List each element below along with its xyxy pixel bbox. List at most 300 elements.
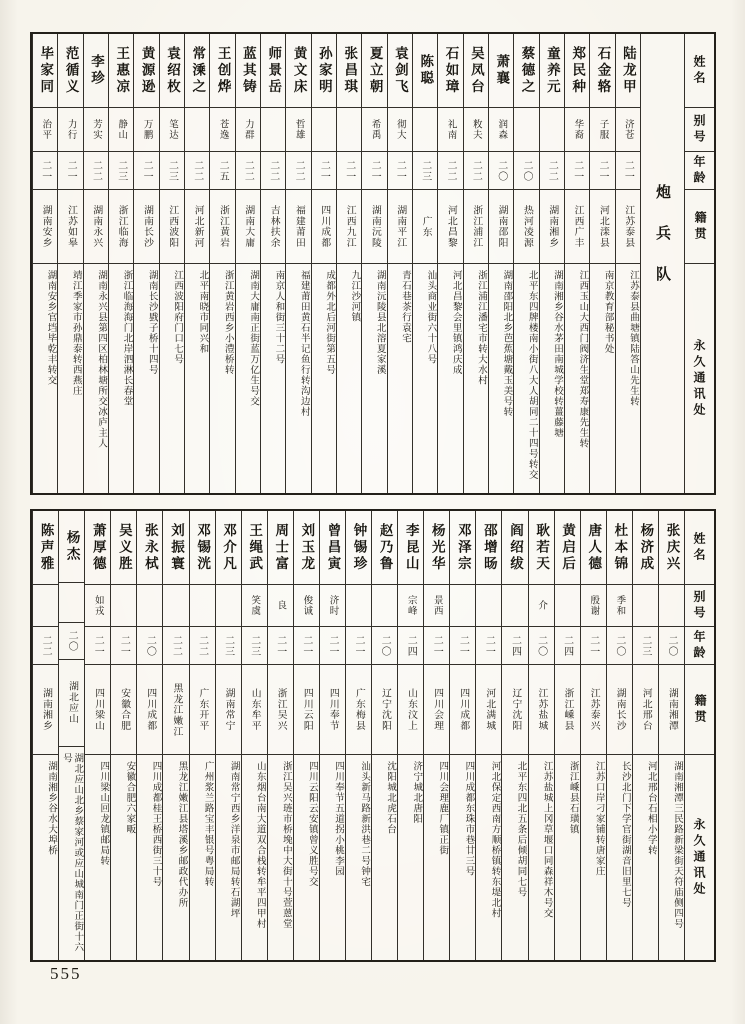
person-column [189, 511, 215, 960]
age-cell: 二〇 [659, 627, 684, 665]
age-cell: 二一 [320, 627, 345, 665]
name-cell: 赵乃鲁 [372, 511, 397, 585]
person-column [32, 511, 58, 960]
native-place-cell: 四川梁山 [85, 665, 110, 755]
name-cell: 蓝其铸 [236, 34, 260, 108]
age-cell: 二一 [388, 152, 412, 190]
unit-column [640, 34, 684, 493]
age-cell: 二二 [84, 152, 108, 190]
address-cell: 湖南常宁西乡洋泉市邮局转石湖坪 [228, 761, 239, 919]
age-cell: 二〇 [489, 152, 513, 190]
alias-cell: 子服 [590, 108, 614, 152]
name-cell: 李昆山 [398, 511, 423, 585]
person-column [311, 34, 336, 493]
age-cell: 二四 [555, 627, 580, 665]
roster-section-top [30, 32, 716, 495]
native-place-cell: 山东牟平 [242, 665, 267, 755]
native-place-cell: 江苏泰县 [616, 190, 640, 264]
age-cell: 二五 [210, 152, 234, 190]
alias-cell: 静山 [109, 108, 133, 152]
name-cell: 钟锡珍 [346, 511, 371, 585]
alias-cell [502, 585, 527, 627]
age-cell: 二〇 [607, 627, 632, 665]
person-column [162, 511, 188, 960]
name-cell: 王创烨 [210, 34, 234, 108]
native-place-cell: 辽宁沈阳 [372, 665, 397, 755]
row-header-column [684, 511, 714, 960]
name-cell: 范循义 [58, 34, 82, 108]
name-cell: 刘玉龙 [294, 511, 319, 585]
person-column [110, 511, 136, 960]
address-cell: 广州浆兰路宝丰银号粤局转 [202, 761, 213, 887]
alias-cell: 礼南 [438, 108, 462, 152]
native-place-cell: 江西九江 [337, 190, 361, 264]
address-cell: 河北邢台石相小学转 [645, 761, 656, 856]
native-place-cell: 浙江浦江 [464, 190, 488, 264]
native-place-cell: 江苏盐城 [529, 665, 554, 755]
age-cell: 二二 [261, 152, 285, 190]
age-cell: 二〇 [372, 627, 397, 665]
native-place-cell: 湖南长沙 [134, 190, 158, 264]
alias-cell: 希禹 [362, 108, 386, 152]
address-cell: 湖南湘潭三民路新梁街天符庙侧四号 [672, 761, 682, 929]
age-cell: 二二 [33, 627, 58, 665]
native-place-cell: 四川成都 [137, 665, 162, 755]
name-cell: 刘振寰 [163, 511, 188, 585]
name-cell: 郑民种 [565, 34, 589, 108]
alias-cell: 笑虞 [242, 585, 267, 627]
person-column [387, 34, 412, 493]
address-cell: 湖南邵阳北乡芭蕉塘戴玉美号转 [501, 270, 512, 417]
alias-cell [659, 585, 684, 627]
native-place-cell: 四川成都 [450, 665, 475, 755]
alias-cell: 如戎 [85, 585, 110, 627]
person-column [336, 34, 361, 493]
address-cell: 四川会理鹿厂镇正街 [437, 761, 448, 856]
name-cell: 吴凤台 [464, 34, 488, 108]
address-cell: 南京教育部秘书处 [602, 270, 613, 354]
row-header-column [684, 34, 714, 493]
roster-table [30, 32, 716, 962]
address-cell: 四川成都东珠市巷廿三号 [463, 761, 474, 877]
age-cell: 二三 [242, 627, 267, 665]
person-column [361, 34, 386, 493]
native-place-cell: 热河凌源 [514, 190, 538, 264]
name-cell: 邵增旸 [476, 511, 501, 585]
name-cell: 唐人德 [581, 511, 606, 585]
address-cell: 北平东四北五条后倾胡同七号 [515, 761, 526, 898]
age-cell: 二一 [85, 627, 110, 665]
address-cell: 江西波阳府门口七号 [172, 270, 183, 365]
native-place-cell: 河北满城 [476, 665, 501, 755]
address-cell: 江苏泰县曲塘镇陆答山先生转 [628, 270, 638, 407]
native-place-cell: 吉林扶余 [261, 190, 285, 264]
name-cell: 杨光华 [424, 511, 449, 585]
alias-cell: 万鹏 [134, 108, 158, 152]
person-column [371, 511, 397, 960]
address-cell: 长沙北门下学官街湖音旧里七号 [619, 761, 630, 908]
native-place-cell: 四川成都 [312, 190, 336, 264]
age-cell: 二二 [163, 627, 188, 665]
age-cell: 二三 [216, 627, 241, 665]
unit-label: 炮兵队 [654, 184, 670, 307]
name-cell: 夏立朝 [362, 34, 386, 108]
name-cell: 孙家明 [312, 34, 336, 108]
native-place-cell: 四川会理 [424, 665, 449, 755]
alias-cell [372, 585, 397, 627]
native-place-cell: 湖南邵阳 [489, 190, 513, 264]
person-column [83, 34, 108, 493]
header-native: 籍贯 [685, 665, 714, 755]
native-place-cell: 江西波阳 [160, 190, 184, 264]
alias-cell: 力行 [58, 108, 82, 152]
name-cell: 邓介凡 [216, 511, 241, 585]
person-column [319, 511, 345, 960]
native-place-cell: 福建莆田 [286, 190, 310, 264]
native-place-cell: 辽宁沈阳 [502, 665, 527, 755]
name-cell: 常溗之 [185, 34, 209, 108]
name-cell: 袁绍枚 [160, 34, 184, 108]
native-place-cell: 浙江嵊县 [555, 665, 580, 755]
name-cell: 邓泽宗 [450, 511, 475, 585]
alias-cell [190, 585, 215, 627]
person-column [108, 34, 133, 493]
address-cell: 山东烟台南大道双合栈转牟平四甲村 [254, 761, 265, 929]
address-cell: 湖南湘乡谷水大埠桥 [46, 761, 57, 856]
age-cell: 二三 [160, 152, 184, 190]
alias-cell [216, 585, 241, 627]
age-cell: 二三 [413, 152, 437, 190]
name-cell: 石如璋 [438, 34, 462, 108]
name-cell: 师景岳 [261, 34, 285, 108]
alias-cell [514, 108, 538, 152]
alias-cell: 殷谢 [581, 585, 606, 627]
header-alias: 别号 [685, 108, 714, 152]
person-column [235, 34, 260, 493]
person-column [397, 511, 423, 960]
person-column [437, 34, 462, 493]
native-place-cell: 湖南湘乡 [33, 665, 58, 755]
age-cell: 二一 [565, 152, 589, 190]
name-cell: 黄启后 [555, 511, 580, 585]
alias-cell: 彻大 [388, 108, 412, 152]
address-cell: 四川云阳云安镇曾义胜号交 [306, 761, 317, 887]
name-cell: 杨济成 [633, 511, 658, 585]
person-column [449, 511, 475, 960]
native-place-cell: 黑龙江嫩江 [163, 665, 188, 755]
person-column [159, 34, 184, 493]
header-native: 籍贯 [685, 190, 714, 264]
age-cell: 二〇 [529, 627, 554, 665]
alias-cell: 华裔 [565, 108, 589, 152]
person-column [215, 511, 241, 960]
person-column [267, 511, 293, 960]
header-alias: 别号 [685, 585, 714, 627]
age-cell: 二二 [464, 152, 488, 190]
age-cell: 二一 [33, 152, 57, 190]
name-cell: 陆龙甲 [616, 34, 640, 108]
address-cell: 湖北应山北乡蔡家河或应山城南门正街十六号 [61, 753, 83, 953]
header-address: 永久通讯处 [692, 817, 706, 898]
age-cell: 二二 [190, 627, 215, 665]
native-place-cell: 江苏如皋 [58, 190, 82, 264]
native-place-cell: 湖南常宁 [216, 665, 241, 755]
alias-cell: 良 [268, 585, 293, 627]
alias-cell: 景西 [424, 585, 449, 627]
age-cell: 二〇 [59, 623, 84, 660]
native-place-cell: 湖南长沙 [607, 665, 632, 755]
person-column [133, 34, 158, 493]
age-cell: 二一 [134, 152, 158, 190]
address-cell: 四川梁山回龙镇邮局转 [98, 761, 109, 866]
age-cell: 二二 [185, 152, 209, 190]
address-cell: 靖江季家市孙鼎泰转西燕庄 [70, 270, 81, 396]
person-column [513, 34, 538, 493]
person-column [209, 34, 234, 493]
native-place-cell: 江西广丰 [565, 190, 589, 264]
age-cell: 二一 [337, 152, 361, 190]
header-address: 永久通讯处 [692, 338, 706, 419]
alias-cell [59, 583, 84, 624]
alias-cell [540, 108, 564, 152]
age-cell: 二一 [616, 152, 640, 190]
person-column [554, 511, 580, 960]
address-cell: 湖南大庸南正街蓝万亿生号交 [248, 270, 259, 407]
age-cell: 二二 [540, 152, 564, 190]
native-place-cell: 河北滦县 [590, 190, 614, 264]
person-column [632, 511, 658, 960]
address-cell: 湖南永兴县第四区柏林塘所交冰庐主人 [96, 270, 107, 449]
name-cell: 张永栻 [137, 511, 162, 585]
alias-cell: 俊诚 [294, 585, 319, 627]
header-name: 姓名 [685, 511, 714, 585]
age-cell: 二一 [346, 627, 371, 665]
age-cell: 二一 [58, 152, 82, 190]
native-place-cell: 湖南湘潭 [659, 665, 684, 755]
person-column [658, 511, 684, 960]
age-cell: 二〇 [137, 627, 162, 665]
age-cell: 二一 [450, 627, 475, 665]
name-cell: 王惠凉 [109, 34, 133, 108]
person-column [32, 34, 57, 493]
address-cell: 湖南沅陵县北溶夏家溪 [374, 270, 385, 375]
name-cell: 吴义胜 [111, 511, 136, 585]
alias-cell [111, 585, 136, 627]
age-cell: 二一 [268, 627, 293, 665]
address-cell: 四川奉节五道拐小桃李园 [332, 761, 343, 877]
age-cell: 二四 [502, 627, 527, 665]
alias-cell: 济苍 [616, 108, 640, 152]
alias-cell [555, 585, 580, 627]
address-cell: 安徽合肥六家畈 [124, 761, 135, 835]
alias-cell: 苍逸 [210, 108, 234, 152]
alias-cell: 季和 [607, 585, 632, 627]
age-cell: 二二 [236, 152, 260, 190]
person-column [285, 34, 310, 493]
alias-cell: 济时 [320, 585, 345, 627]
name-cell: 黄文床 [286, 34, 310, 108]
address-cell: 浙江浦江潘宅市转大水村 [476, 270, 487, 386]
age-cell: 二一 [424, 627, 449, 665]
page-number: 555 [50, 964, 82, 983]
address-cell: 河北昌黎会里镇鸿庆成 [450, 270, 461, 375]
address-cell: 浙江临海海门北岸泗淋长春堂 [121, 270, 132, 407]
age-cell: 二一 [476, 627, 501, 665]
address-cell: 江苏盐城上冈草堰口同森祥木号交 [541, 761, 552, 919]
person-column [136, 511, 162, 960]
address-cell: 江西玉山大西门阀济生堂郑寿康先生转 [577, 270, 588, 449]
person-column [615, 34, 640, 493]
address-cell: 南京人和街三十二号 [273, 270, 284, 365]
age-cell: 二三 [633, 627, 658, 665]
alias-cell [337, 108, 361, 152]
age-cell: 二一 [312, 152, 336, 190]
person-column [580, 511, 606, 960]
name-cell: 张昌琪 [337, 34, 361, 108]
native-place-cell: 江苏泰兴 [581, 665, 606, 755]
address-cell: 福建莆田黄石半记鱼行转沟边村 [298, 270, 309, 417]
native-place-cell: 浙江临海 [109, 190, 133, 264]
name-cell: 萧襄 [489, 34, 513, 108]
name-cell: 杜本锦 [607, 511, 632, 585]
name-cell: 周士富 [268, 511, 293, 585]
age-cell: 二三 [109, 152, 133, 190]
person-column [412, 34, 437, 493]
alias-cell: 芳实 [84, 108, 108, 152]
address-cell: 沈阳城北虎石台 [385, 761, 396, 835]
native-place-cell: 湖南湘乡 [540, 190, 564, 264]
name-cell: 李珍 [84, 34, 108, 108]
address-cell: 浙江黄岩西乡小澧桥转 [222, 270, 233, 375]
address-cell: 四川成都桂王桥西街三十号 [150, 761, 161, 887]
name-cell: 黄源逊 [134, 34, 158, 108]
alias-cell: 润森 [489, 108, 513, 152]
native-place-cell: 河北新河 [185, 190, 209, 264]
alias-cell: 敉夫 [464, 108, 488, 152]
native-place-cell: 广东 [413, 190, 437, 264]
address-cell: 河北保定西南方顺桥镇转东堤北村 [489, 761, 500, 919]
address-cell: 汕头新马路新洪巷二号钟宅 [359, 761, 370, 887]
name-cell: 石金辂 [590, 34, 614, 108]
person-column [423, 511, 449, 960]
native-place-cell: 安徽合肥 [111, 665, 136, 755]
native-place-cell: 四川奉节 [320, 665, 345, 755]
name-cell: 阎绍绂 [502, 511, 527, 585]
native-place-cell: 浙江黄岩 [210, 190, 234, 264]
address-cell: 湖南安乡官垱毕乾丰转交 [45, 270, 56, 386]
native-place-cell: 湖南大庸 [236, 190, 260, 264]
person-column [260, 34, 285, 493]
alias-cell [137, 585, 162, 627]
alias-cell: 笔达 [160, 108, 184, 152]
native-place-cell: 湖南沅陵 [362, 190, 386, 264]
address-cell: 浙江嵊县石璜镇 [567, 761, 578, 835]
person-column [184, 34, 209, 493]
person-column [475, 511, 501, 960]
age-cell: 二二 [438, 152, 462, 190]
name-cell: 陈聪 [413, 34, 437, 108]
person-column [58, 511, 84, 960]
alias-cell [450, 585, 475, 627]
header-age: 年龄 [685, 627, 714, 665]
address-cell: 浙江吴兴琏市桥堍中大街十号萱蒽堂 [280, 761, 291, 929]
age-cell: 二一 [111, 627, 136, 665]
name-cell: 耿若天 [529, 511, 554, 585]
alias-cell [312, 108, 336, 152]
name-cell: 童养元 [540, 34, 564, 108]
address-cell: 黑龙江嫩江县塔溪乡邮政代办所 [176, 761, 187, 908]
person-column [241, 511, 267, 960]
alias-cell: 宗峰 [398, 585, 423, 627]
age-cell: 二一 [581, 627, 606, 665]
person-column [84, 511, 110, 960]
alias-cell [185, 108, 209, 152]
address-cell: 济宁城北唐阳 [411, 761, 422, 824]
native-place-cell: 四川云阳 [294, 665, 319, 755]
address-cell: 北平东四牌楼南小街八大人胡同二十四号转交 [526, 270, 537, 480]
native-place-cell: 湖北应山 [59, 660, 84, 747]
alias-cell [633, 585, 658, 627]
address-cell: 江苏口岸刁家铺转唐家庄 [593, 761, 604, 877]
alias-cell: 力群 [236, 108, 260, 152]
person-column [293, 511, 319, 960]
native-place-cell: 湖南平江 [388, 190, 412, 264]
address-cell: 湖南长沙戥子桥十四号 [146, 270, 157, 375]
name-cell: 王绳武 [242, 511, 267, 585]
age-cell: 二〇 [514, 152, 538, 190]
native-place-cell: 河北邢台 [633, 665, 658, 755]
alias-cell [413, 108, 437, 152]
native-place-cell: 河北昌黎 [438, 190, 462, 264]
roster-section-bottom [30, 509, 716, 962]
age-cell: 二一 [294, 627, 319, 665]
person-column [488, 34, 513, 493]
alias-cell [346, 585, 371, 627]
address-cell: 成都外北后河街第五号 [324, 270, 335, 375]
alias-cell: 哲雄 [286, 108, 310, 152]
alias-cell [261, 108, 285, 152]
native-place-cell: 湖南永兴 [84, 190, 108, 264]
alias-cell: 治平 [33, 108, 57, 152]
person-column [589, 34, 614, 493]
person-column [606, 511, 632, 960]
address-cell: 北平南晓市同兴和 [197, 270, 208, 354]
name-cell: 张庆兴 [659, 511, 684, 585]
age-cell: 二四 [398, 627, 423, 665]
person-column [345, 511, 371, 960]
age-cell: 二二 [286, 152, 310, 190]
native-place-cell: 湖南安乡 [33, 190, 57, 264]
address-cell: 汕头商业街六十八号 [425, 270, 436, 365]
person-column [463, 34, 488, 493]
name-cell: 萧厚德 [85, 511, 110, 585]
address-cell: 青石巷茶行袁宅 [400, 270, 411, 344]
name-cell: 陈声雅 [33, 511, 58, 585]
header-age: 年龄 [685, 152, 714, 190]
person-column [57, 34, 82, 493]
alias-cell [476, 585, 501, 627]
address-cell: 九江沙河镇 [349, 270, 360, 323]
native-place-cell: 山东汶上 [398, 665, 423, 755]
alias-cell [163, 585, 188, 627]
name-cell: 邓锡洸 [190, 511, 215, 585]
person-column [539, 34, 564, 493]
age-cell: 二一 [590, 152, 614, 190]
name-cell: 蔡德之 [514, 34, 538, 108]
person-column [501, 511, 527, 960]
header-name: 姓名 [685, 34, 714, 108]
native-place-cell: 浙江吴兴 [268, 665, 293, 755]
